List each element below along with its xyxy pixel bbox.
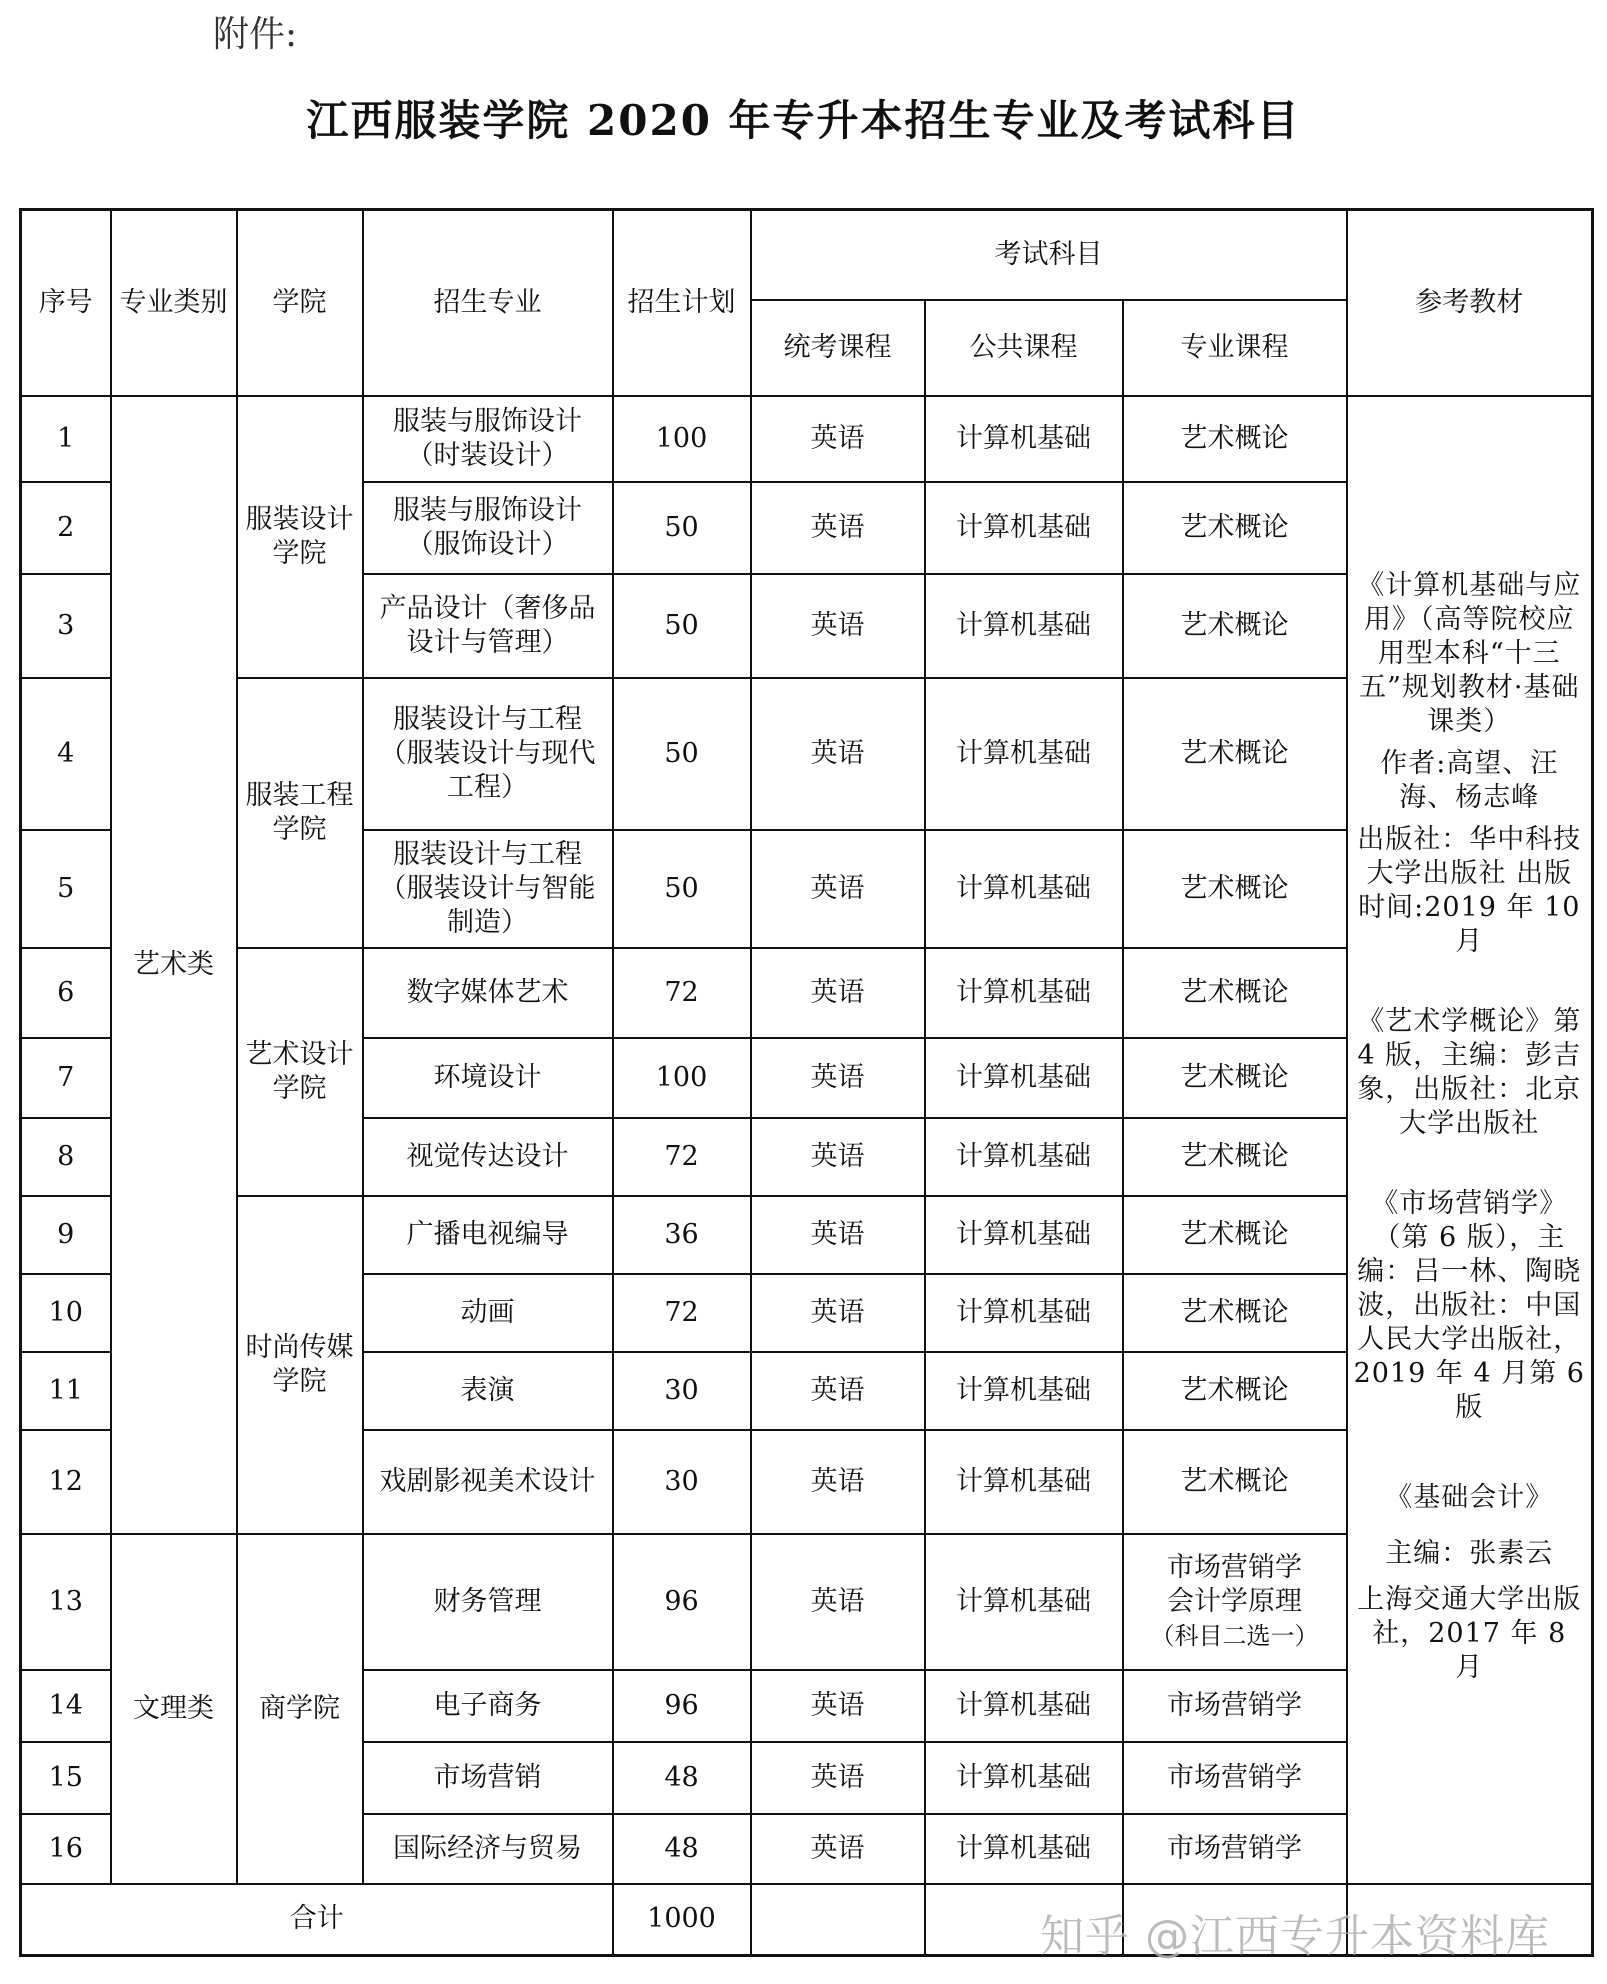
cell-major: 环境设计 xyxy=(363,1038,613,1118)
option-marketing: 市场营销学 xyxy=(1167,1551,1303,1583)
cell-professional: 艺术概论 xyxy=(1123,1274,1347,1352)
cell-professional: 艺术概论 xyxy=(1123,1430,1347,1534)
cell-professional: 艺术概论 xyxy=(1123,1196,1347,1274)
header-professional: 专业课程 xyxy=(1123,300,1347,396)
option-accounting: 会计学原理 xyxy=(1167,1585,1303,1617)
category-arts: 艺术类 xyxy=(111,396,237,1534)
book-editor: 主编：张素云 xyxy=(1385,1537,1554,1569)
cell-professional: 艺术概论 xyxy=(1123,396,1347,482)
cell-public: 计算机基础 xyxy=(925,1670,1123,1742)
cell-plan: 36 xyxy=(613,1196,751,1274)
cell-unified: 英语 xyxy=(751,574,925,678)
cell-public: 计算机基础 xyxy=(925,396,1123,482)
cell-professional-options xyxy=(1123,1534,1347,1670)
cell-plan: 100 xyxy=(613,396,751,482)
cell-unified: 英语 xyxy=(751,1742,925,1814)
cell-major: 服装设计与工程（服装设计与智能制造） xyxy=(363,830,613,948)
cell-seq: 13 xyxy=(21,1534,111,1670)
cell-major: 广播电视编导 xyxy=(363,1196,613,1274)
cell-professional: 艺术概论 xyxy=(1123,1118,1347,1196)
cell-public: 计算机基础 xyxy=(925,574,1123,678)
cell-professional: 市场营销学 xyxy=(1123,1742,1347,1814)
cell-professional: 艺术概论 xyxy=(1123,678,1347,830)
cell-seq: 9 xyxy=(21,1196,111,1274)
cell-major: 服装与服饰设计（服饰设计） xyxy=(363,482,613,574)
cell-public: 计算机基础 xyxy=(925,1038,1123,1118)
cell-unified: 英语 xyxy=(751,1814,925,1884)
option-note: （科目二选一） xyxy=(1150,1621,1319,1650)
cell-plan: 72 xyxy=(613,1118,751,1196)
book-title: 《计算机基础与应用》（高等院校应用型本科“十三五”规划教材·基础课类） xyxy=(1357,569,1582,737)
admissions-table xyxy=(19,208,1594,1957)
cell-major: 市场营销 xyxy=(363,1742,613,1814)
college-fashion-design: 服装设计学院 xyxy=(237,396,363,678)
cell-public: 计算机基础 xyxy=(925,1534,1123,1670)
book-authors: 作者:高望、汪海、杨志峰 xyxy=(1380,747,1559,813)
cell-plan: 50 xyxy=(613,830,751,948)
header-college: 学院 xyxy=(237,210,363,396)
cell-seq: 7 xyxy=(21,1038,111,1118)
cell-plan: 30 xyxy=(613,1430,751,1534)
cell-plan: 72 xyxy=(613,1274,751,1352)
cell-seq: 15 xyxy=(21,1742,111,1814)
cell-public: 计算机基础 xyxy=(925,1352,1123,1430)
college-fashion-engineering: 服装工程学院 xyxy=(237,678,363,948)
cell-major: 电子商务 xyxy=(363,1670,613,1742)
cell-unified: 英语 xyxy=(751,1670,925,1742)
cell-seq: 6 xyxy=(21,948,111,1038)
cell-unified: 英语 xyxy=(751,830,925,948)
cell-professional: 市场营销学 xyxy=(1123,1670,1347,1742)
cell-unified: 英语 xyxy=(751,1274,925,1352)
cell-plan: 100 xyxy=(613,1038,751,1118)
cell-professional: 艺术概论 xyxy=(1123,948,1347,1038)
cell-public: 计算机基础 xyxy=(925,1196,1123,1274)
cell-professional: 艺术概论 xyxy=(1123,1038,1347,1118)
cell-plan: 96 xyxy=(613,1670,751,1742)
cell-unified: 英语 xyxy=(751,1430,925,1534)
cell-seq: 8 xyxy=(21,1118,111,1196)
cell-seq: 2 xyxy=(21,482,111,574)
cell-major: 数字媒体艺术 xyxy=(363,948,613,1038)
category-liberal-arts-science: 文理类 xyxy=(111,1534,237,1884)
cell-professional: 艺术概论 xyxy=(1123,574,1347,678)
cell-unified: 英语 xyxy=(751,396,925,482)
cell-plan: 30 xyxy=(613,1352,751,1430)
watermark: 知乎 @江西专升本资料库 xyxy=(1040,1911,1550,1962)
cell-seq: 14 xyxy=(21,1670,111,1742)
header-major: 招生专业 xyxy=(363,210,613,396)
cell-unified: 英语 xyxy=(751,1352,925,1430)
cell-public: 计算机基础 xyxy=(925,1118,1123,1196)
cell-public: 计算机基础 xyxy=(925,678,1123,830)
cell-major: 表演 xyxy=(363,1352,613,1430)
cell-unified: 英语 xyxy=(751,1118,925,1196)
college-art-design: 艺术设计学院 xyxy=(237,948,363,1196)
cell-seq: 10 xyxy=(21,1274,111,1352)
total-label: 合计 xyxy=(21,1884,613,1956)
total-empty-unified xyxy=(751,1884,925,1956)
cell-plan: 96 xyxy=(613,1534,751,1670)
cell-seq: 4 xyxy=(21,678,111,830)
cell-plan: 50 xyxy=(613,678,751,830)
cell-major: 财务管理 xyxy=(363,1534,613,1670)
header-plan: 招生计划 xyxy=(613,210,751,396)
cell-unified: 英语 xyxy=(751,948,925,1038)
cell-unified: 英语 xyxy=(751,482,925,574)
header-unified: 统考课程 xyxy=(751,300,925,396)
reference-book-computer xyxy=(1354,569,1586,959)
cell-professional: 艺术概论 xyxy=(1123,482,1347,574)
cell-public: 计算机基础 xyxy=(925,948,1123,1038)
cell-unified: 英语 xyxy=(751,678,925,830)
college-business: 商学院 xyxy=(237,1534,363,1884)
header-seq: 序号 xyxy=(21,210,111,396)
cell-public: 计算机基础 xyxy=(925,1430,1123,1534)
header-reference: 参考教材 xyxy=(1347,210,1593,396)
cell-public: 计算机基础 xyxy=(925,1814,1123,1884)
cell-seq: 16 xyxy=(21,1814,111,1884)
cell-seq: 1 xyxy=(21,396,111,482)
total-plan: 1000 xyxy=(613,1884,751,1956)
cell-public: 计算机基础 xyxy=(925,1274,1123,1352)
cell-major: 服装设计与工程（服装设计与现代工程） xyxy=(363,678,613,830)
cell-plan: 50 xyxy=(613,482,751,574)
cell-unified: 英语 xyxy=(751,1196,925,1274)
cell-seq: 3 xyxy=(21,574,111,678)
cell-public: 计算机基础 xyxy=(925,1742,1123,1814)
cell-major: 动画 xyxy=(363,1274,613,1352)
cell-professional: 艺术概论 xyxy=(1123,830,1347,948)
attachment-label: 附件: xyxy=(213,14,298,55)
reference-book-art: 《艺术学概论》第 4 版，主编：彭吉象，出版社：北京大学出版社 xyxy=(1357,1005,1582,1139)
cell-unified: 英语 xyxy=(751,1038,925,1118)
reference-book-marketing: 《市场营销学》（第 6 版），主编：吕一林、陶晓波，出版社：中国人民大学出版社，2019 年 4 月第 6 版 xyxy=(1353,1187,1585,1423)
document-title: 江西服装学院 2020 年专升本招生专业及考试科目 xyxy=(306,96,1301,145)
cell-plan: 50 xyxy=(613,574,751,678)
cell-seq: 12 xyxy=(21,1430,111,1534)
cell-plan: 48 xyxy=(613,1742,751,1814)
cell-major: 国际经济与贸易 xyxy=(363,1814,613,1884)
header-category: 专业类别 xyxy=(111,210,237,396)
book-title: 《基础会计》 xyxy=(1385,1481,1554,1513)
cell-major: 视觉传达设计 xyxy=(363,1118,613,1196)
book-publisher: 上海交通大学出版社，2017 年 8 月 xyxy=(1357,1583,1582,1683)
cell-major: 戏剧影视美术设计 xyxy=(363,1430,613,1534)
cell-professional: 艺术概论 xyxy=(1123,1352,1347,1430)
college-fashion-media: 时尚传媒学院 xyxy=(237,1196,363,1534)
reference-book-accounting xyxy=(1354,1481,1586,1685)
book-publisher: 出版社：华中科技大学出版社 出版时间:2019 年 10 月 xyxy=(1357,823,1582,957)
reference-books xyxy=(1347,396,1593,1884)
cell-seq: 5 xyxy=(21,830,111,948)
header-public: 公共课程 xyxy=(925,300,1123,396)
cell-seq: 11 xyxy=(21,1352,111,1430)
header-exam-subjects: 考试科目 xyxy=(751,210,1347,300)
cell-plan: 72 xyxy=(613,948,751,1038)
cell-plan: 48 xyxy=(613,1814,751,1884)
cell-public: 计算机基础 xyxy=(925,482,1123,574)
cell-professional: 市场营销学 xyxy=(1123,1814,1347,1884)
cell-major: 服装与服饰设计（时装设计） xyxy=(363,396,613,482)
cell-public: 计算机基础 xyxy=(925,830,1123,948)
cell-unified: 英语 xyxy=(751,1534,925,1670)
cell-major: 产品设计（奢侈品设计与管理） xyxy=(363,574,613,678)
